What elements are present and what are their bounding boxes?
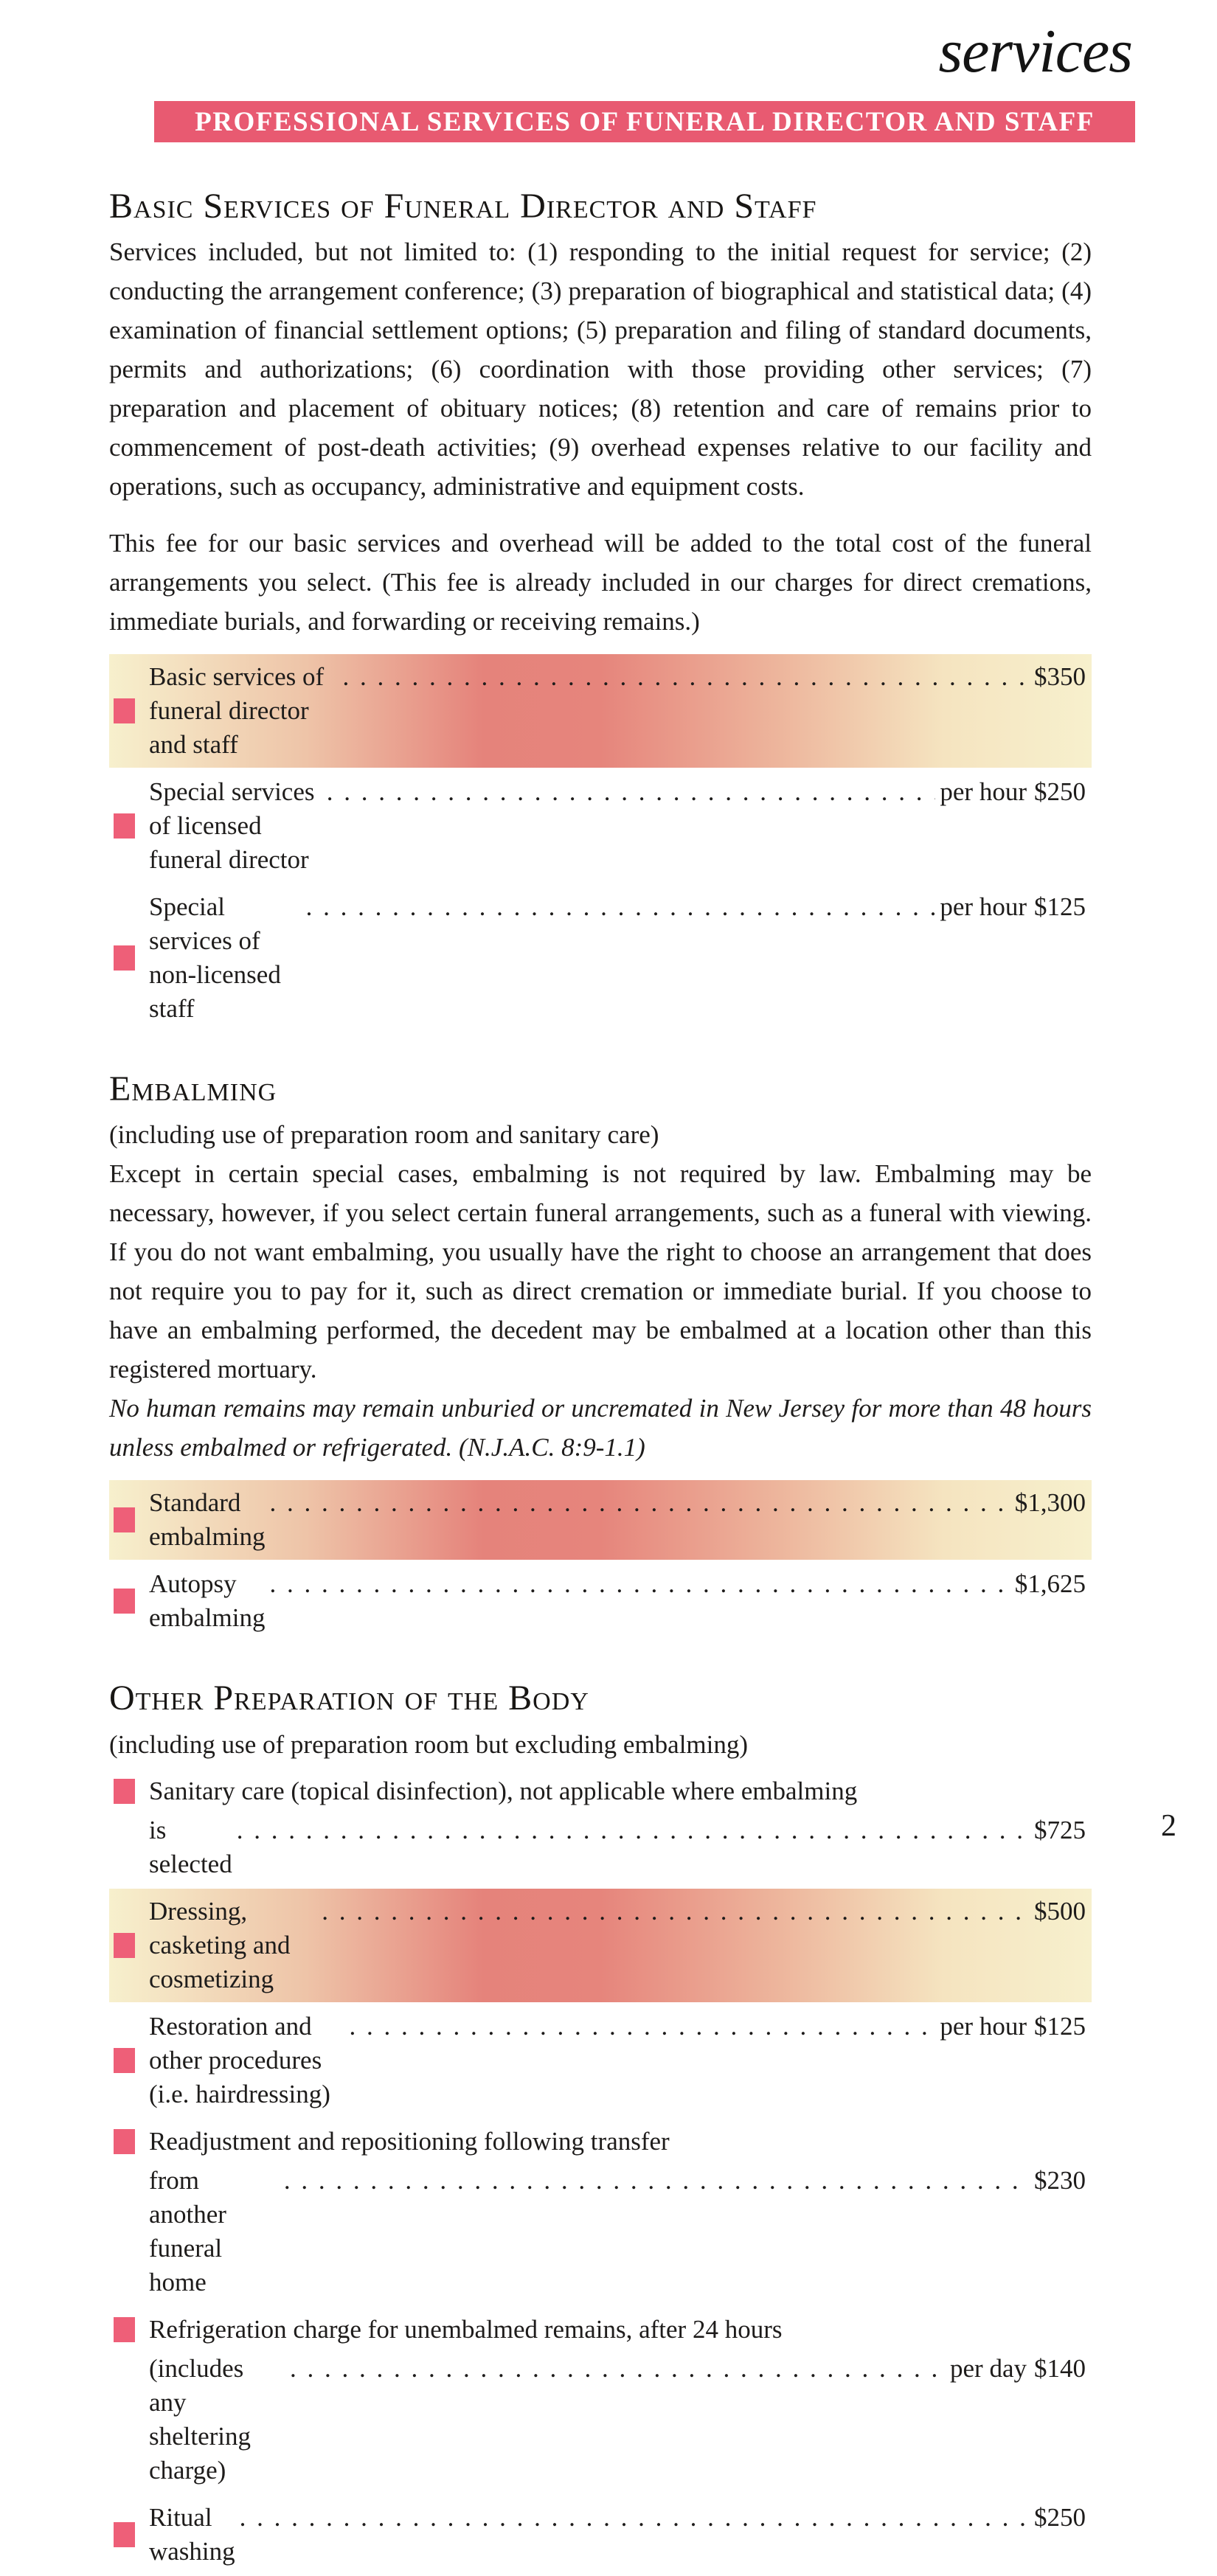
price-item-price: $1,625 — [1014, 1569, 1086, 1599]
price-item-label: Restoration and other procedures (i.e. hairdressing) — [149, 2011, 330, 2108]
section-subheading: (including use of preparation room but excluding embalming) — [109, 1729, 749, 1759]
section-embalming — [109, 1069, 1092, 1641]
section-subheading: (including use of preparation room and sanitary care) — [109, 1120, 659, 1150]
bullet-square-icon — [114, 698, 135, 723]
price-row — [109, 1889, 1092, 2002]
price-item-label-continued: is selected — [149, 1815, 232, 1878]
price-row — [109, 654, 1092, 768]
bullet-square-icon — [114, 1507, 135, 1532]
section-basic-services — [109, 186, 1092, 1032]
price-row — [109, 769, 1092, 883]
bullet-square-icon — [114, 2522, 135, 2547]
price-item-price: $125 — [1034, 2011, 1086, 2041]
banner-label: PROFESSIONAL SERVICES OF FUNERAL DIRECTOR AND STAFF — [195, 106, 1095, 137]
section-heading: Other Preparation of the Body — [109, 1678, 589, 1718]
price-list-other-preparation — [109, 1768, 1092, 2575]
section-banner — [154, 101, 1135, 142]
price-item-label: Readjustment and repositioning following transfer — [149, 2126, 670, 2156]
price-item-label: Dressing, casketing and cosmetizing — [149, 1896, 291, 1993]
price-row — [109, 2119, 1092, 2305]
price-item-unit: per day — [950, 2353, 1027, 2383]
price-item-label: Special services of non-licensed staff — [149, 892, 281, 1024]
dot-leader — [322, 1895, 1030, 1928]
page-number: 2 — [1161, 1809, 1176, 1843]
price-list-embalming — [109, 1480, 1092, 1641]
section-heading: Basic Services of Funeral Director and Staff — [109, 187, 817, 226]
paragraph: Services included, but not limited to: (1) responding to the initial request for service; (2) conducting the arrangement conference; (3) preparation of biographical and statistical data; (4) examination of financial settlement options; (5) preparation and filing of standard documents, permits and authorizations; (6) coordination with those providing other services; (7) preparation and placement of obituary notices; (8) retention and care of remains prior to commencement of post-death activities; (9) overhead expenses relative to our facility and operations, such as occupancy, administrative and equipment costs. — [109, 237, 1092, 501]
price-list-basic-services — [109, 654, 1092, 1032]
page-content — [109, 186, 1092, 2576]
page-script-title: services — [938, 17, 1132, 86]
price-item-price: $725 — [1034, 1815, 1086, 1844]
bullet-square-icon — [114, 2129, 135, 2154]
section-heading: Embalming — [109, 1069, 277, 1109]
price-item-price: $1,300 — [1014, 1488, 1086, 1518]
bullet-square-icon — [114, 945, 135, 971]
price-row — [109, 2307, 1092, 2493]
price-item-price: $250 — [1034, 2502, 1086, 2532]
price-row — [109, 2004, 1092, 2117]
price-item-label: Refrigeration charge for unembalmed remains, after 24 hours — [149, 2314, 783, 2344]
dot-leader — [269, 1486, 1010, 1520]
bullet-square-icon — [114, 813, 135, 839]
dot-leader — [284, 2164, 1030, 2198]
price-row — [109, 1480, 1092, 1560]
dot-leader — [269, 1567, 1010, 1601]
price-row — [109, 1768, 1092, 1887]
price-item-price: $350 — [1034, 662, 1086, 692]
paragraph: This fee for our basic services and overhead will be added to the total cost of the funeral arrangements you select. (This fee is already included in our charges for direct cremations, immediate burials, and forwarding or receiving remains.) — [109, 529, 1092, 636]
price-item-unit: per hour — [940, 892, 1027, 922]
price-item-unit: per hour — [940, 777, 1027, 807]
dot-leader — [290, 2352, 946, 2386]
dot-leader — [350, 2010, 936, 2044]
bullet-square-icon — [114, 2317, 135, 2342]
dot-leader — [240, 2501, 1030, 2535]
bullet-square-icon — [114, 1779, 135, 1804]
price-item-price: $500 — [1034, 1896, 1086, 1926]
price-item-price: $250 — [1034, 777, 1086, 807]
dot-leader — [343, 660, 1030, 694]
price-item-price: $230 — [1034, 2165, 1086, 2195]
price-item-label: Autopsy embalming — [149, 1569, 266, 1633]
bullet-square-icon — [114, 1933, 135, 1958]
price-item-label-continued: from another funeral home — [149, 2165, 226, 2296]
dot-leader — [237, 1813, 1030, 1847]
price-row — [109, 884, 1092, 1032]
price-item-price: $140 — [1034, 2353, 1086, 2383]
legal-note: No human remains may remain unburied or uncremated in New Jersey for more than 48 hours unless embalmed or refrigerated. (N.J.A.C. 8:9-1.1) — [109, 1394, 1092, 1462]
price-item-label: Standard embalming — [149, 1488, 266, 1552]
price-item-price: $125 — [1034, 892, 1086, 922]
bullet-square-icon — [114, 2048, 135, 2073]
price-row — [109, 2495, 1092, 2575]
dot-leader — [306, 890, 936, 924]
bullet-square-icon — [114, 1589, 135, 1614]
dot-leader — [327, 775, 936, 809]
price-item-label: Ritual washing — [149, 2502, 235, 2566]
price-item-label: Basic services of funeral director and staff — [149, 662, 325, 760]
price-row — [109, 1561, 1092, 1641]
price-item-label: Special services of licensed funeral director — [149, 777, 315, 875]
section-other-preparation — [109, 1678, 1092, 2574]
price-item-unit: per hour — [940, 2011, 1027, 2041]
price-item-label: Sanitary care (topical disinfection), not applicable where embalming — [149, 1776, 858, 1805]
paragraph: Except in certain special cases, embalming is not required by law. Embalming may be necessary, however, if you select certain funeral arrangements, such as a funeral with viewing. If you do not want embalming, you usually have the right to choose an arrangement that does not require you to pay for it, such as direct cremation or immediate burial. If you choose to have an embalming performed, the decedent may be embalmed at a location other than this registered mortuary. — [109, 1159, 1092, 1384]
price-item-label-continued: (includes any sheltering charge) — [149, 2353, 252, 2485]
